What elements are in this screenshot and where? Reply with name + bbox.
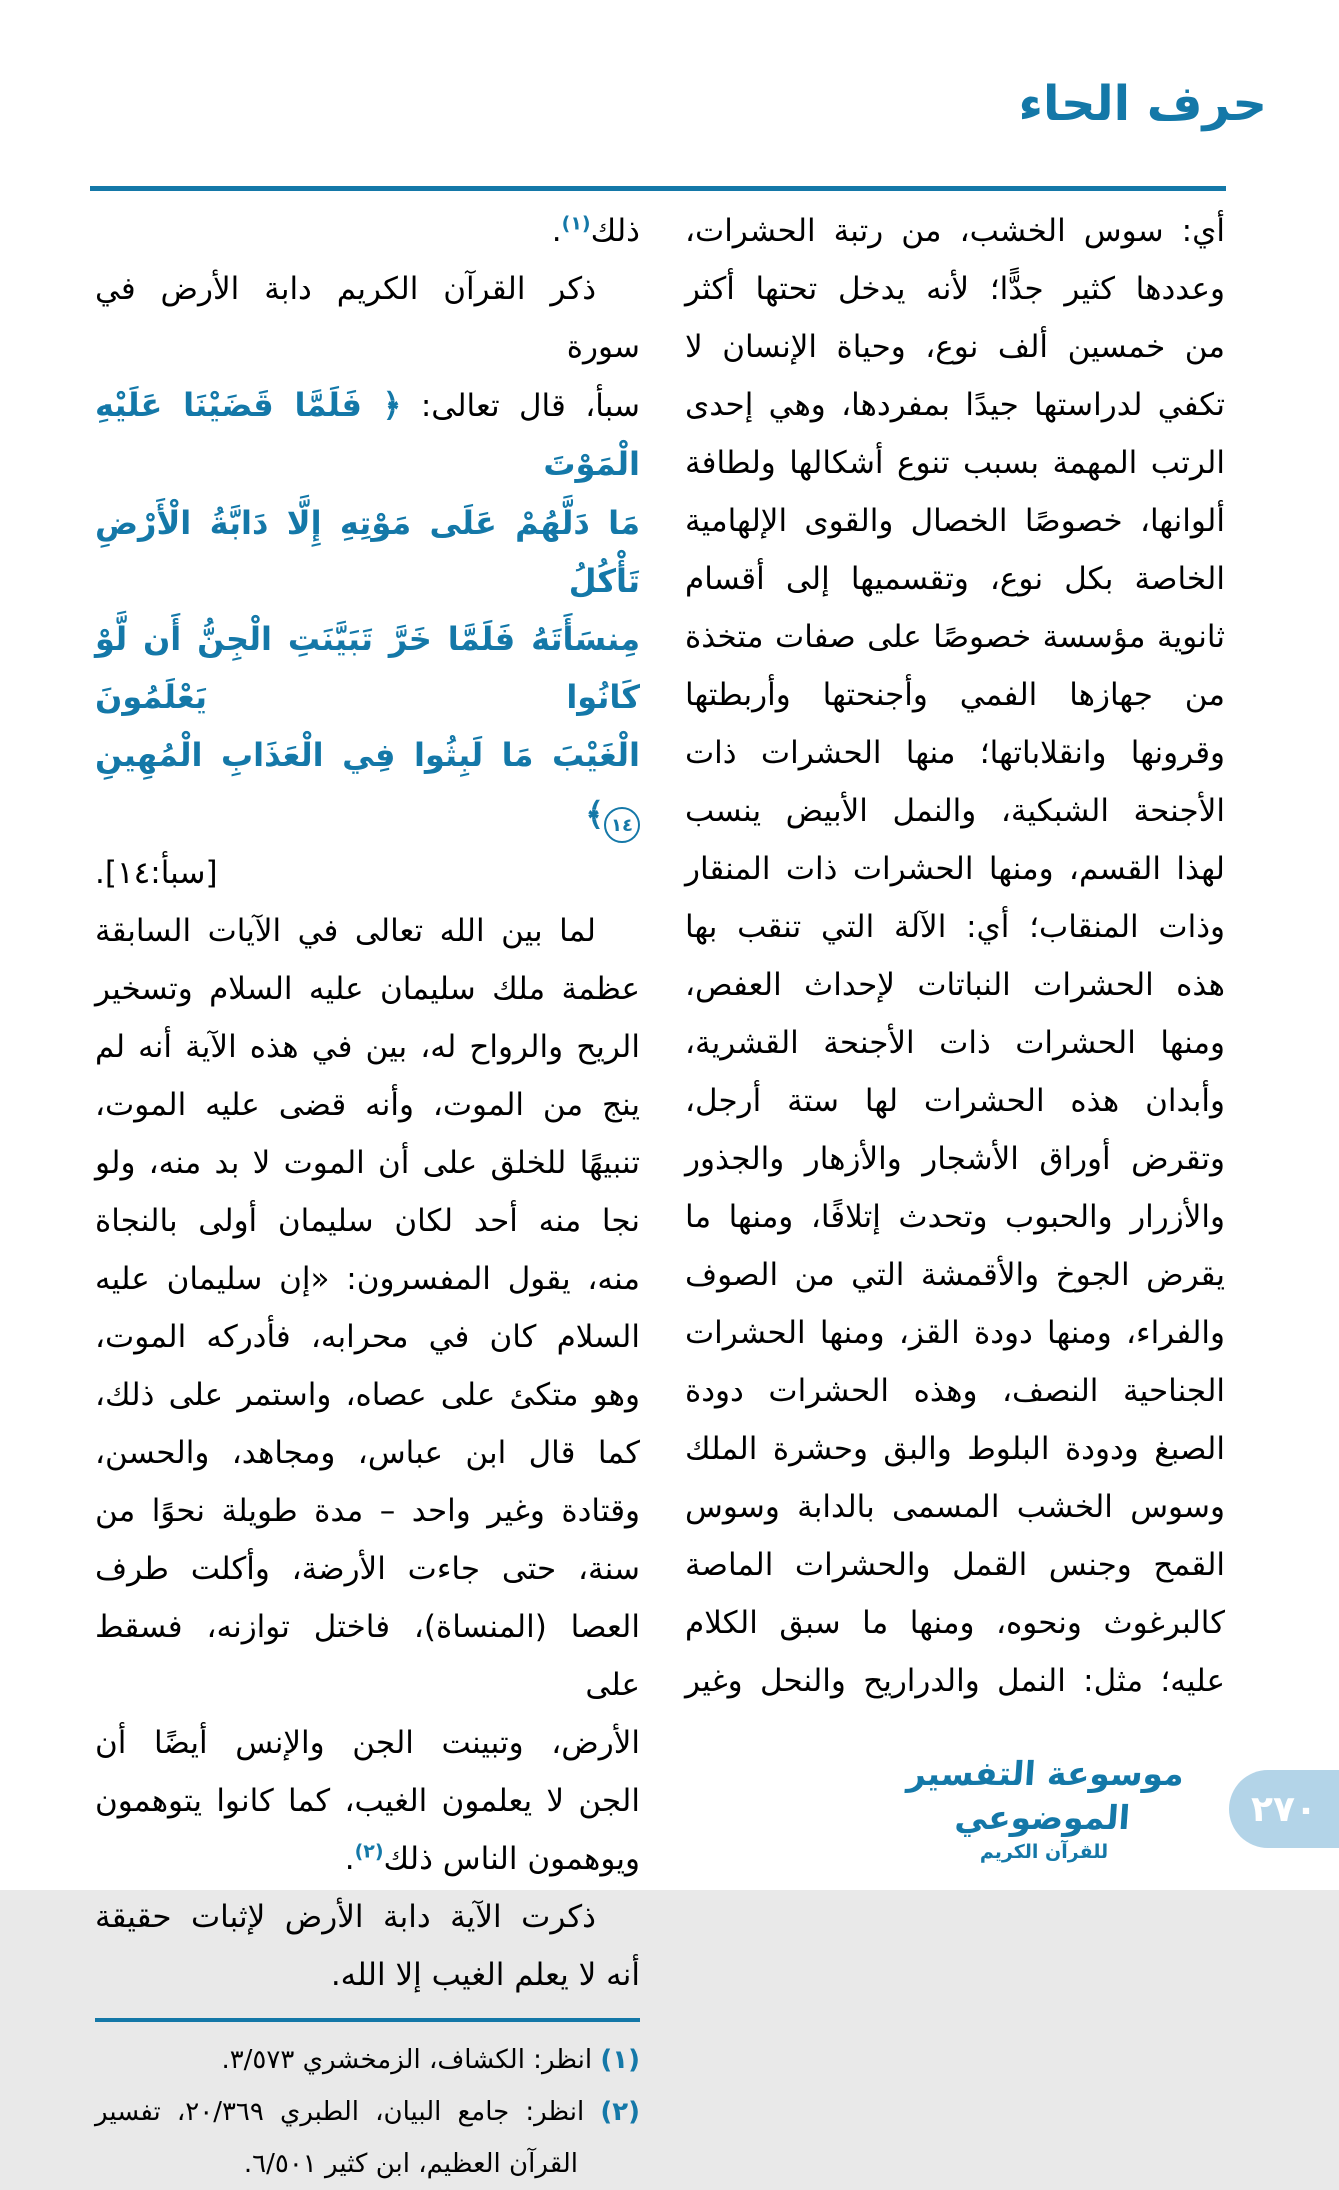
text-line: القمح وجنس القمل والحشرات الماصة (685, 1547, 1225, 1583)
paragraph-end-line (95, 1830, 640, 1888)
text-line: سنة، حتى جاءت الأرضة، وأكلت طرف (95, 1551, 640, 1587)
text-line: السلام كان في محرابه، فأدركه الموت، (95, 1319, 640, 1355)
period: . (551, 213, 562, 249)
text-line: وأبدان هذه الحشرات لها ستة أرجل، (685, 1083, 1225, 1119)
page-number-badge (1229, 1770, 1339, 1848)
text-line: والفراء، ومنها دودة القز، ومنها الحشرات (685, 1315, 1225, 1351)
footnote-1 (95, 2034, 640, 2086)
verse-line (95, 376, 640, 494)
text-line: تنبيهًا للخلق على أن الموت لا بد منه، ولو (95, 1145, 640, 1181)
text-line: ثانوية مؤسسة خصوصًا على صفات متخذة (685, 619, 1225, 655)
text-line: أنه لا يعلم الغيب إلا الله. (330, 1957, 640, 1993)
text-line: منه، يقول المفسرون: «إن سليمان عليه (95, 1261, 640, 1297)
text-line: وتقرض أوراق الأشجار والأزهار والجذور (685, 1141, 1225, 1177)
footnotes (95, 2034, 640, 2190)
ayah-number-medallion: ١٤ (604, 807, 640, 843)
footnote-2-continuation: القرآن العظيم، ابن كثير ٦/٥٠١. (243, 2149, 578, 2179)
verse-intro: سبأ، قال تعالى: (420, 388, 641, 424)
footnote-separator (95, 2018, 640, 2022)
footnote-text: انظر: الكشاف، الزمخشري ٣/٥٧٣. (221, 2045, 593, 2075)
text-line: وعددها كثير جدًّا؛ لأنه يدخل تحتها أكثر (685, 271, 1225, 307)
left-column (95, 202, 640, 2190)
quran-text: ﴿ فَلَمَّا قَضَيْنَا عَلَيْهِ الْمَوْتَ (95, 386, 640, 483)
footnote-marker: (٢) (600, 2097, 640, 2127)
quran-text: الْغَيْبَ مَا لَبِثُوا فِي الْعَذَابِ الْمُهِينِ (95, 736, 640, 774)
publisher-logo (899, 1752, 1189, 1864)
text-line: الأرض، وتبينت الجن والإنس أيضًا أن (95, 1725, 640, 1761)
verse-reference: [سبأ:١٤]. (95, 855, 218, 891)
text-line: وسوس الخشب المسمى بالدابة وسوس (685, 1489, 1225, 1525)
right-column (685, 202, 1225, 1710)
text-line: يقرض الجوخ والأقمشة التي من الصوف (685, 1257, 1225, 1293)
text-line: ألوانها، خصوصًا الخصال والقوى الإلهامية (685, 503, 1225, 539)
footnote-ref-1: (١) (561, 212, 591, 235)
text-line: الخاصة بكل نوع، وتقسميها إلى أقسام (685, 561, 1225, 597)
quran-text-line: مِنسَأَتَهُ فَلَمَّا خَرَّ تَبَيَّنَتِ الْجِنُّ أَن لَّوْ كَانُوا يَعْلَمُونَ (95, 620, 640, 716)
logo-title: موسوعة التفسير الموضوعي (905, 1754, 1186, 1837)
text-line: عظمة ملك سليمان عليه السلام وتسخير (95, 971, 640, 1007)
text-line: نجا منه أحد لكان سليمان أولى بالنجاة (95, 1203, 640, 1239)
text-line: كما قال ابن عباس، ومجاهد، والحسن، (95, 1435, 640, 1471)
quran-text-line: مَا دَلَّهُمْ عَلَى مَوْتِهِ إِلَّا دَابَّةُ الْأَرْضِ تَأْكُلُ (95, 504, 640, 600)
text-line: وقرونها وانقلاباتها؛ منها الحشرات ذات (685, 735, 1225, 771)
footnote-marker: (١) (600, 2045, 640, 2075)
text-line: الرتب المهمة بسبب تنوع أشكالها ولطافة (685, 445, 1225, 481)
continuation-text: ذلك (590, 213, 640, 249)
continuation-line (95, 202, 640, 260)
period: . (344, 1841, 355, 1877)
header-rule (90, 186, 1226, 191)
footnote-2 (95, 2086, 640, 2138)
text-line: وذات المنقاب؛ أي: الآلة التي تنقب بها (685, 909, 1225, 945)
text-line: من خمسين ألف نوع، وحياة الإنسان لا (685, 329, 1225, 365)
text-line: الريح والرواح له، بين في هذه الآية أنه لم (95, 1029, 640, 1065)
text: ويوهمون الناس ذلك (383, 1841, 640, 1877)
text-line: ومنها الحشرات ذات الأجنحة القشرية، (685, 1025, 1225, 1061)
text-line: لهذا القسم، ومنها الحشرات ذات المنقار (685, 851, 1225, 887)
logo-subtitle: للقرآن الكريم (979, 1841, 1109, 1863)
page-number: ٢٧٠ (1251, 1788, 1317, 1830)
text-line: هذه الحشرات النباتات لإحداث العفص، (685, 967, 1225, 1003)
text-line: وهو متكئ على عصاه، واستمر على ذلك، (95, 1377, 640, 1413)
quran-close-bracket: ﴾ (585, 795, 604, 833)
text-line: الأجنحة الشبكية، والنمل الأبيض ينسب (685, 793, 1225, 829)
text-line: تكفي لدراستها جيدًا بمفردها، وهي إحدى (685, 387, 1225, 423)
chapter-title: حرف الحاء (1018, 76, 1267, 132)
text-line: العصا (المنساة)، فاختل توازنه، فسقط على (95, 1609, 640, 1703)
text-line: الجناحية النصف، وهذه الحشرات دودة (685, 1373, 1225, 1409)
text-line: كالبرغوث ونحوه، ومنها ما سبق الكلام (685, 1605, 1225, 1641)
footnote-ref-2: (٢) (354, 1840, 384, 1863)
text-line: ينج من الموت، وأنه قضى عليه الموت، (95, 1087, 640, 1123)
quran-last-line (95, 726, 640, 844)
text-line: أي: سوس الخشب، من رتبة الحشرات، (685, 213, 1225, 249)
text-line: ذكرت الآية دابة الأرض لإثبات حقيقة (95, 1899, 596, 1935)
text-line: لما بين الله تعالى في الآيات السابقة (95, 913, 596, 949)
text-line: والأزرار والحبوب وتحدث إتلافًا، ومنها ما (685, 1199, 1225, 1235)
footnote-text: انظر: جامع البيان، الطبري ٢٠/٣٦٩، تفسير (95, 2097, 585, 2127)
text-line: من جهازها الفمي وأجنحتها وأربطتها (685, 677, 1225, 713)
text-line: الصبغ ودودة البلوط والبق وحشرة الملك (685, 1431, 1225, 1467)
text-line: عليه؛ مثل: النمل والدراريح والنحل وغير (685, 1663, 1225, 1699)
text-line: الجن لا يعلمون الغيب، كما كانوا يتوهمون (95, 1783, 640, 1819)
text-line: وقتادة وغير واحد – مدة طويلة نحوًا من (95, 1493, 640, 1529)
text-line: ذكر القرآن الكريم دابة الأرض في سورة (95, 271, 640, 365)
